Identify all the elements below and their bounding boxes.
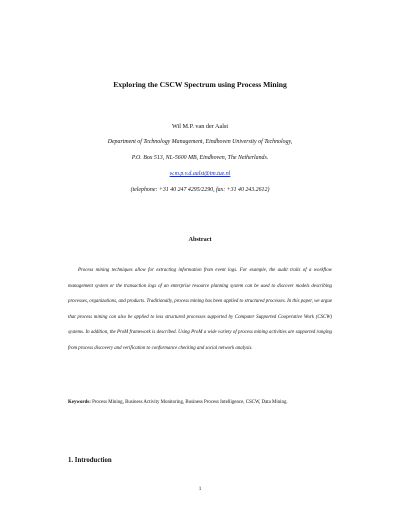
keywords-text: Process Mining, Business Activity Monitoring, Business Process Intelligence, CSCW, Data Mining.	[92, 400, 288, 405]
page-number: 1	[198, 486, 202, 492]
affiliation-line-2: P.O. Box 513, NL-5600 MB, Eindhoven, The Netherlands.	[131, 155, 269, 161]
author-name: Wil M.P. van der Aalst	[171, 123, 229, 130]
paper-title: Exploring the CSCW Spectrum using Process Mining	[113, 80, 287, 89]
abstract-heading: Abstract	[188, 236, 212, 243]
keywords-paragraph	[68, 395, 332, 411]
section-heading-introduction: 1. Introduction	[68, 457, 112, 464]
abstract-text: Process mining techniques allow for extracting information from event logs. For example, the audit trails of a workflow management system or the transaction logs of an enterprise resource planning system can be used to discover models describing processes, organizations, and products. Traditionally, process mining has been applied to structured processes. In this paper, we argue that process mining can also be applied to less structured processes supported by Computer Supported Cooperative Work (CSCW) systems. In addition, the ProM framework is described. Using ProM a wide variety of process mining activities are supported ranging from process discovery and verification to conformance checking and social network analysis.	[68, 268, 332, 351]
keywords-label: Keywords:	[68, 400, 91, 405]
contact-phone: (telephone: +31 40 247 4295/2290, fax: +31 40 243.2612)	[130, 187, 270, 193]
affiliation-line-1: Department of Technology Management, Eindhoven University of Technology,	[107, 139, 293, 145]
author-email-line	[0, 171, 400, 177]
author-email-link[interactable]: w.m.p.v.d.aalst@tm.tue.nl	[169, 171, 231, 177]
